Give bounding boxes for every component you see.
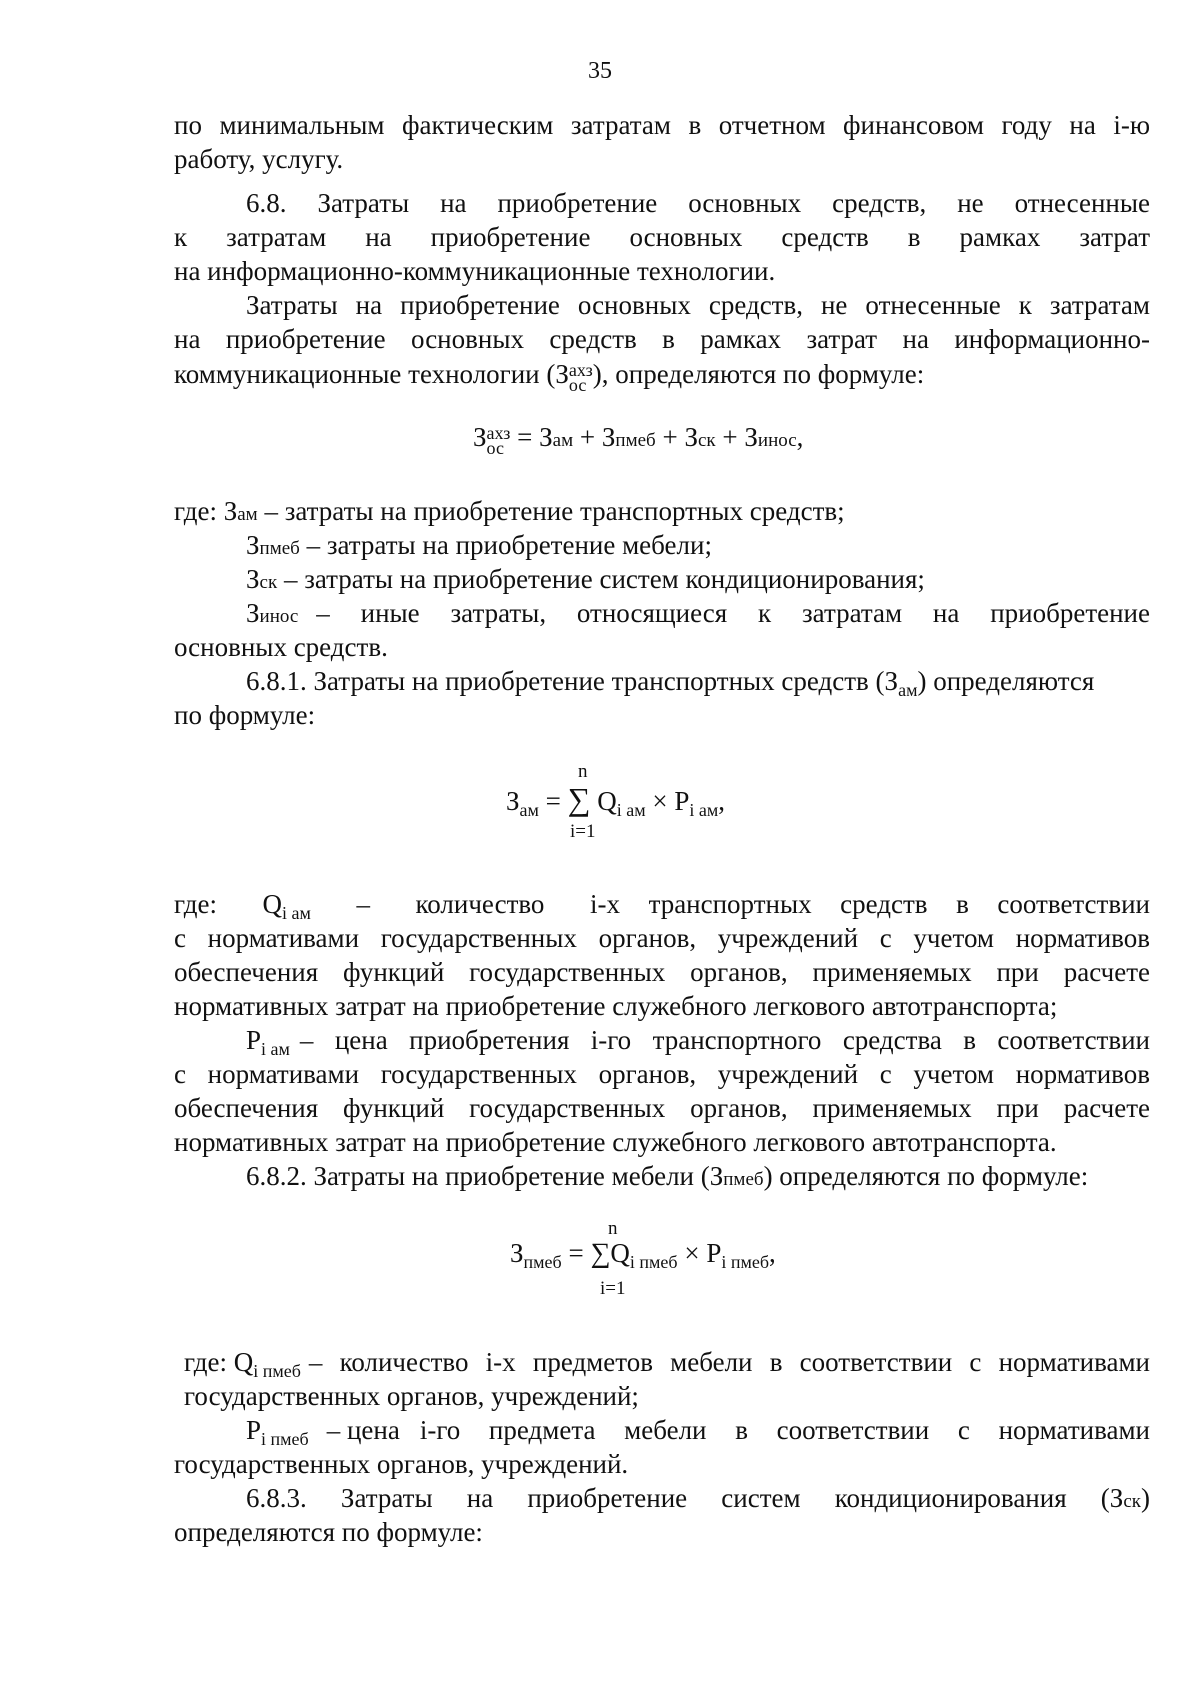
text-line: где: $Q_{i ам}$ – количество i-х транспортных средств в соответствии bbox=[174, 889, 1150, 923]
text-line: коммуникационные технологии (З ахз ос ), определяются по формуле: bbox=[174, 359, 925, 395]
text-line: Затраты на приобретение основных средств, не отнесенные к затратам bbox=[246, 290, 1150, 320]
text-line: государственных органов, учреждений. bbox=[174, 1449, 629, 1479]
text-line: Зск – затраты на приобретение систем кондиционирования; bbox=[246, 564, 925, 594]
section-heading: 6.8.1. Затраты на приобретение транспортных средств $(З_{ам})$ определяются bbox=[246, 666, 1095, 700]
text-line: нормативных затрат на приобретение служебного легкового автотранспорта; bbox=[174, 991, 1058, 1021]
text-line: с нормативами государственных органов, учреждений с учетом нормативов bbox=[174, 1059, 1150, 1089]
text-line: по формуле: bbox=[174, 700, 316, 730]
formula-zos: З ахз ос = Зам + Зпмеб + Зск + Зинос, bbox=[473, 422, 804, 458]
text-line: обеспечения функций государственных органов, применяемых при расчете bbox=[174, 1093, 1150, 1123]
text-line: на приобретение основных средств в рамках затрат на информационно- bbox=[174, 324, 1150, 354]
section-heading: 6.8. Затраты на приобретение основных средств, не отнесенные bbox=[246, 188, 1150, 218]
text-line: по минимальным фактическим затратам в отчетном финансовом году на i-ю bbox=[174, 110, 1150, 140]
formula-zpmeb: n $З_{пмеб} = \sum Q_{i пмеб} \times P_{i пмеб}$, i=1 bbox=[510, 1218, 776, 1299]
text-line: определяются по формуле: bbox=[174, 1517, 483, 1547]
text-line: работу, услугу. bbox=[174, 144, 344, 174]
text-line: государственных органов, учреждений; bbox=[184, 1381, 639, 1411]
text-line: Зпмеб – затраты на приобретение мебели; bbox=[246, 530, 712, 560]
page-number: 35 bbox=[588, 58, 612, 84]
text-line: где: $Q_{i пмеб}$ – количество i-х предметов мебели в соответствии с нормативами bbox=[184, 1347, 1150, 1381]
text-line: нормативных затрат на приобретение служебного легкового автотранспорта. bbox=[174, 1127, 1057, 1157]
text-line: Зинос – иные затраты, относящиеся к затратам на приобретение bbox=[246, 598, 1150, 628]
formula-zam: n $З_{ам}$ = ∑ $Q_{i ам} \times P_{i ам}$, i=1 bbox=[506, 761, 726, 842]
text-line: основных средств. bbox=[174, 632, 388, 662]
text-line: $P_{i пмеб}$ – цена i-го предмета мебели в соответствии с нормативами bbox=[246, 1415, 1150, 1449]
text-line: обеспечения функций государственных органов, применяемых при расчете bbox=[174, 957, 1150, 987]
text-line: на информационно-коммуникационные технологии. bbox=[174, 256, 776, 286]
section-heading: 6.8.3. Затраты на приобретение систем кондиционирования ( Зск) bbox=[246, 1483, 1150, 1513]
text-line: с нормативами государственных органов, учреждений с учетом нормативов bbox=[174, 923, 1150, 953]
section-heading: 6.8.2. Затраты на приобретение мебели (Зпмеб) определяются по формуле: bbox=[246, 1161, 1089, 1191]
text-line: где: Зам – затраты на приобретение транспортных средств; bbox=[174, 496, 845, 526]
text-line: к затратам на приобретение основных средств в рамках затрат bbox=[174, 222, 1150, 252]
text-line: $P_{i ам}$ – цена приобретения i-го транспортного средства в соответствии bbox=[246, 1025, 1150, 1059]
